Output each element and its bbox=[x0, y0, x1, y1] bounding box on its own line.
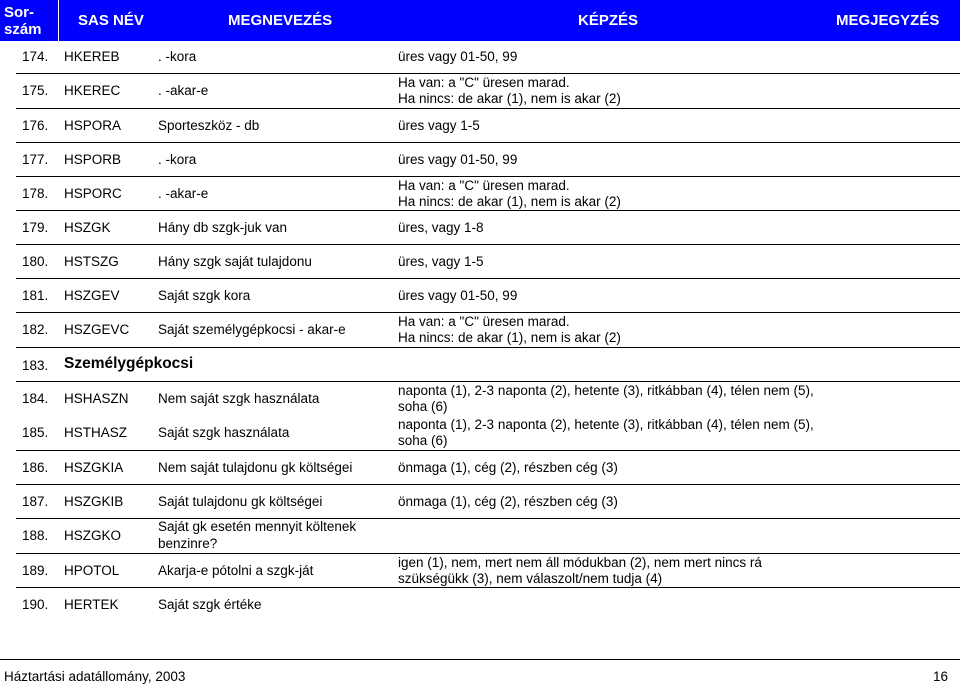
sas-name: HERTEK bbox=[64, 597, 119, 612]
formation: üres vagy 01-50, 99 bbox=[398, 152, 518, 167]
header-megnevezes: MEGNEVEZÉS bbox=[228, 12, 333, 29]
row-number: 180. bbox=[22, 254, 49, 269]
description-line2: benzinre? bbox=[158, 536, 218, 551]
formation: igen (1), nem, mert nem áll módukban (2), nem mert nincs rá bbox=[398, 555, 762, 570]
row-divider bbox=[16, 142, 960, 143]
row-divider bbox=[16, 108, 960, 109]
sas-name: HSTSZG bbox=[64, 254, 119, 269]
description: Akarja-e pótolni a szgk-ját bbox=[158, 563, 314, 578]
formation: üres vagy 01-50, 99 bbox=[398, 288, 518, 303]
formation-line2: szükségükk (3), nem válaszolt/nem tudja (4) bbox=[398, 571, 663, 586]
description: . -kora bbox=[158, 49, 197, 64]
sas-name: HSZGKIA bbox=[64, 460, 124, 475]
row-divider bbox=[16, 587, 960, 588]
formation: Ha van: a "C" üresen marad. bbox=[398, 314, 570, 329]
formation: Ha van: a "C" üresen marad. bbox=[398, 75, 570, 90]
description: Sporteszköz - db bbox=[158, 118, 260, 133]
row-number: 174. bbox=[22, 49, 49, 64]
formation: naponta (1), 2-3 naponta (2), hetente (3), ritkábban (4), télen nem (5), bbox=[398, 417, 814, 432]
header-sas-name: SAS NÉV bbox=[78, 12, 144, 29]
row-number: 183. bbox=[22, 358, 49, 373]
formation: önmaga (1), cég (2), részben cég (3) bbox=[398, 460, 618, 475]
formation: naponta (1), 2-3 naponta (2), hetente (3), ritkábban (4), télen nem (5), bbox=[398, 383, 814, 398]
description: Nem saját tulajdonu gk költségei bbox=[158, 460, 353, 475]
row-divider bbox=[16, 347, 960, 348]
sas-name: HSTHASZ bbox=[64, 425, 128, 440]
formation: üres vagy 01-50, 99 bbox=[398, 49, 518, 64]
row-divider bbox=[16, 176, 960, 177]
row-number: 185. bbox=[22, 425, 49, 440]
sas-name: HSZGEVC bbox=[64, 322, 130, 337]
row-number: 182. bbox=[22, 322, 49, 337]
formation: üres vagy 1-5 bbox=[398, 118, 480, 133]
description: Saját tulajdonu gk költségei bbox=[158, 494, 323, 509]
sas-name: HSPORB bbox=[64, 152, 122, 167]
formation: önmaga (1), cég (2), részben cég (3) bbox=[398, 494, 618, 509]
sas-name: HSZGKO bbox=[64, 528, 122, 543]
description: Saját gk esetén mennyit költenek bbox=[158, 519, 357, 534]
row-number: 188. bbox=[22, 528, 49, 543]
sas-name: HSHASZN bbox=[64, 391, 129, 406]
row-number: 186. bbox=[22, 460, 49, 475]
row-number: 190. bbox=[22, 597, 49, 612]
description: Saját személygépkocsi - akar-e bbox=[158, 322, 346, 337]
row-divider bbox=[16, 553, 960, 554]
formation-line2: Ha nincs: de akar (1), nem is akar (2) bbox=[398, 330, 621, 345]
row-divider bbox=[16, 210, 960, 211]
row-divider bbox=[16, 73, 960, 74]
footer-rule bbox=[0, 659, 960, 660]
sas-name: HSPORA bbox=[64, 118, 122, 133]
row-divider bbox=[16, 278, 960, 279]
table-header bbox=[0, 0, 960, 41]
row-number: 175. bbox=[22, 83, 49, 98]
description: . -akar-e bbox=[158, 186, 209, 201]
description: Saját szgk értéke bbox=[158, 597, 262, 612]
row-number: 179. bbox=[22, 220, 49, 235]
row-number: 177. bbox=[22, 152, 49, 167]
row-number: 181. bbox=[22, 288, 49, 303]
row-divider bbox=[16, 484, 960, 485]
description: Saját szgk használata bbox=[158, 425, 290, 440]
description: Nem saját szgk használata bbox=[158, 391, 320, 406]
row-divider bbox=[16, 450, 960, 451]
header-megjegyzes: MEGJEGYZÉS bbox=[836, 12, 940, 29]
sas-name: HSZGEV bbox=[64, 288, 120, 303]
header-row-number-line1: Sor- bbox=[4, 3, 34, 21]
header-kepzes: KÉPZÉS bbox=[578, 12, 639, 29]
description: . -kora bbox=[158, 152, 197, 167]
description: Hány szgk saját tulajdonu bbox=[158, 254, 312, 269]
sas-name: HSPORC bbox=[64, 186, 122, 201]
formation: Ha van: a "C" üresen marad. bbox=[398, 178, 570, 193]
row-divider bbox=[16, 244, 960, 245]
description: . -akar-e bbox=[158, 83, 209, 98]
header-separator bbox=[58, 0, 59, 41]
sas-name: HSZGK bbox=[64, 220, 111, 235]
formation-line2: soha (6) bbox=[398, 399, 448, 414]
row-number: 187. bbox=[22, 494, 49, 509]
row-number: 184. bbox=[22, 391, 49, 406]
header-row-number bbox=[4, 0, 54, 41]
sas-name: HPOTOL bbox=[64, 563, 120, 578]
section-heading: Személygépkocsi bbox=[64, 355, 194, 372]
row-number: 176. bbox=[22, 118, 49, 133]
formation: üres, vagy 1-8 bbox=[398, 220, 484, 235]
formation-line2: soha (6) bbox=[398, 433, 448, 448]
sas-name: HKEREB bbox=[64, 49, 120, 64]
row-number: 178. bbox=[22, 186, 49, 201]
row-number: 189. bbox=[22, 563, 49, 578]
description: Saját szgk kora bbox=[158, 288, 251, 303]
page-number: 16 bbox=[932, 669, 948, 684]
description: Hány db szgk-juk van bbox=[158, 220, 288, 235]
row-divider bbox=[16, 381, 960, 382]
header-row-number-line2: szám bbox=[4, 20, 42, 38]
formation-line2: Ha nincs: de akar (1), nem is akar (2) bbox=[398, 91, 621, 106]
formation: üres, vagy 1-5 bbox=[398, 254, 484, 269]
sas-name: HKEREC bbox=[64, 83, 121, 98]
formation-line2: Ha nincs: de akar (1), nem is akar (2) bbox=[398, 194, 621, 209]
sas-name: HSZGKIB bbox=[64, 494, 124, 509]
footer-title: Háztartási adatállomány, 2003 bbox=[4, 669, 186, 684]
row-divider bbox=[16, 312, 960, 313]
